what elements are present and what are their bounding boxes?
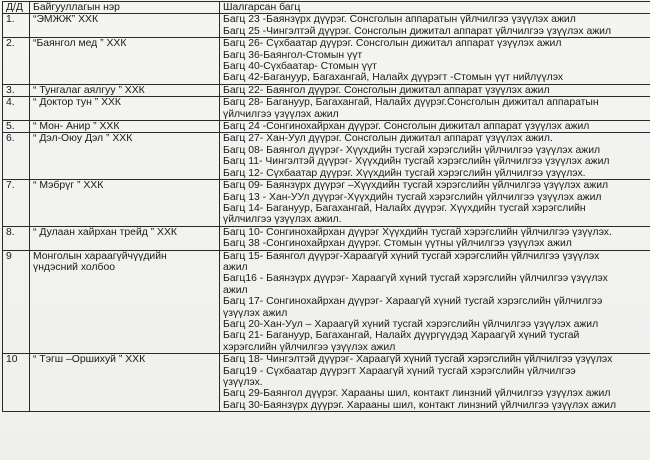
organization-name: “ Дулаан хайрхан трейд ” ХХК bbox=[30, 226, 220, 250]
package-line: Багц 30-Баянзүрх дүүрэг. Харааны шил, контакт линзний үйлчилгээ үзүүлэх ажил bbox=[223, 399, 617, 411]
selected-packages bbox=[220, 97, 650, 121]
organization-name: “ Тунгалаг аялгуу ” ХХК bbox=[30, 84, 220, 96]
organization-name: “Баянгол мед ” ХХК bbox=[30, 38, 220, 85]
package-line: үйлчилгээ үзүүлэх ажил bbox=[223, 108, 339, 120]
table-row bbox=[3, 84, 650, 96]
table-header-row bbox=[3, 2, 650, 14]
package-line: Багц 28- Багануур, Багахангай, Налайх дүүрэг.Сонсголын дижитал аппаратын bbox=[223, 97, 599, 109]
table-row bbox=[3, 354, 650, 412]
row-number: 5. bbox=[3, 121, 30, 133]
row-number: 4. bbox=[3, 97, 30, 121]
results-table bbox=[2, 1, 650, 412]
row-number: 9 bbox=[3, 250, 30, 354]
selected-packages bbox=[220, 38, 650, 85]
package-line: Багц 23 -Баянзүрх дүүрэг. Сонсголын аппаратын үйлчилгээ үзүүлэх ажил bbox=[223, 14, 576, 26]
table-row bbox=[3, 121, 650, 133]
selected-packages bbox=[220, 121, 650, 133]
row-number: 3. bbox=[3, 84, 30, 96]
organization-name-line: Монголын хараагүйчүүдийн bbox=[33, 250, 167, 262]
package-line: Багц19 - Сүхбаатар дүүрэгт Хараагүй хүний тусгай хэрэгслийн үйлчилгээ bbox=[223, 365, 576, 377]
selected-packages bbox=[220, 226, 650, 250]
organization-name: “ Доктор тун ” ХХК bbox=[30, 97, 220, 121]
package-line: Багц 10- Сонгинохайрхан дүүрэг Хүүхдийн тусгай хэрэгслийн үйлчилгээ үзүүлэх. bbox=[223, 226, 612, 238]
table-row bbox=[3, 38, 650, 85]
package-line: Багц 11- Чингэлтэй дүүрэг- Хүүхдийн тусгай хэрэгслийн үйлчилгээ үзүүлэх ажил bbox=[223, 156, 610, 168]
package-line: Багц 14- Багануур, Багахангай, Налайх дүүрэг. Хүүхдийн тусгай хэрэгслийн bbox=[223, 202, 586, 214]
organization-name: “ Дэл-Оюу Дэл ” ХХК bbox=[30, 133, 220, 180]
row-number: 6. bbox=[3, 133, 30, 180]
package-line: Багц 12- Сүхбаатар дүүрэг. Хүүхдийн тусгай хэрэгслийн үйлчилгээ үзүүлэх. bbox=[223, 167, 586, 179]
selected-packages bbox=[220, 133, 650, 180]
package-line: хэрэгслийн үйлчилгээ үзүүлэх ажил bbox=[223, 341, 396, 353]
package-line: Багц 20-Хан-Уул – Хараагүй хүний тусгай хэрэгслийн үйлчилгээ үзүүлэх ажил bbox=[223, 318, 599, 330]
row-number: 1. bbox=[3, 14, 30, 38]
package-line: Багц 25 -Чингэлтэй дүүрэг. Сонсголын дижитал аппарат үйлчилгээ үзүүлэх ажил bbox=[223, 25, 612, 37]
row-number: 7. bbox=[3, 180, 30, 227]
row-number: 8. bbox=[3, 226, 30, 250]
header-no: Д/Д bbox=[3, 2, 30, 14]
package-line: Багц 22- Баянгол дүүрэг. Сонсголын дижитал аппарат үзүүлэх ажил bbox=[223, 84, 550, 96]
package-line: Багц 26- Сүхбаатар дүүрэг. Сонсголын дижитал аппарат үзүүлэх ажил bbox=[223, 38, 562, 50]
organization-name: “ Мэбрүг ” ХХК bbox=[30, 180, 220, 227]
package-line: үйлчилгээ үзүүлэх ажил. bbox=[223, 214, 342, 226]
organization-name bbox=[30, 250, 220, 354]
package-line: Багц 18- Чингэлтэй дүүрэг- Хараагүй хүний тусгай хэрэгслийн үйлчилгээ үзүүлэх bbox=[223, 354, 613, 366]
package-line: Багц16 - Баянзүрх дүүрэг- Хараагүй хүний тусгай хэрэгслийн үйлчилгээ үзүүлэх bbox=[223, 273, 608, 285]
package-line: Багц 42-Багануур, Багахангай, Налайх дүүрэгт -Стомын үүт нийлүүлэх bbox=[223, 72, 564, 84]
organization-name: “ЭМЖЖ” ХХК bbox=[30, 14, 220, 38]
package-line: Багц 27- Хан-Уул дүүрэг. Сонсголын дижитал аппарат үзүүлэх ажил. bbox=[223, 133, 553, 145]
selected-packages bbox=[220, 180, 650, 227]
package-line: Багц 08- Баянгол дүүрэг- Хүүхдийн тусгай хэрэгслийн үйлчилгээ үзүүлэх ажил bbox=[223, 144, 601, 156]
selected-packages bbox=[220, 354, 650, 412]
package-line: Багц 13 - Хан-УУл дүүрэг-Хүүхдийн тусгай хэрэгслийн үйлчилгээ үзүүлэх ажил bbox=[223, 191, 602, 203]
selected-packages bbox=[220, 14, 650, 38]
table-row bbox=[3, 97, 650, 121]
organization-name-line: үндэсний холбоо bbox=[33, 261, 116, 273]
table-row bbox=[3, 14, 650, 38]
organization-name: “ Тэгш –Оршихуй ” ХХК bbox=[30, 354, 220, 412]
package-line: үзүүлэх. bbox=[223, 377, 263, 388]
package-line: үзүүлэх ажил bbox=[223, 307, 288, 319]
package-line: Багц 21- Багануур, Багахангай, Налайх дүүргүүдэд Хараагүй хүний тусгай bbox=[223, 330, 580, 342]
package-line: Багц 15- Баянгол дүүрэг-Хараагүй хүний тусгай хэрэгслийн үйлчилгээ үзүүлэх bbox=[223, 250, 600, 262]
table-row bbox=[3, 133, 650, 180]
table-row bbox=[3, 226, 650, 250]
package-line: Багц 38 -Сонгинохайрхан дүүрэг. Стомын үүтны үйлчилгээ үзүүлэх ажил bbox=[223, 238, 572, 250]
header-organization: Байгууллагын нэр bbox=[30, 2, 220, 14]
package-line: Багц 09- Баянзүрх дүүрэг –Хүүхдийн тусгай хэрэгслийн үйлчилгээ үзүүлэх ажил bbox=[223, 180, 609, 192]
package-line: ажил bbox=[223, 284, 248, 296]
header-district: Шалгарсан багц bbox=[220, 2, 650, 14]
organization-name: “ Мон- Анир ” ХХК bbox=[30, 121, 220, 133]
package-line: ажил bbox=[223, 261, 248, 273]
table-row bbox=[3, 180, 650, 227]
package-line: Багц 17- Сонгинохайрхан дүүрэг- Хараагүй хүний тусгай хэрэгслийн үйлчилгээ bbox=[223, 296, 603, 308]
row-number: 10 bbox=[3, 354, 30, 412]
package-line: Багц 29-Баянгол дүүрэг. Харааны шил, контакт линзний үйлчилгээ үзүүлэх ажил bbox=[223, 388, 611, 400]
table-body bbox=[3, 14, 650, 412]
selected-packages bbox=[220, 84, 650, 96]
package-line: Багц 24 -Сонгинохайрхан дүүрэг. Сонсголын дижитал аппарат үзүүлэх ажил bbox=[223, 121, 590, 133]
package-line: Багц 40-Сүхбаатар- Стомын үүт bbox=[223, 61, 377, 73]
row-number: 2. bbox=[3, 38, 30, 85]
package-line: Багц 36-Баянгол-Стомын үүт bbox=[223, 49, 363, 61]
table-row bbox=[3, 250, 650, 354]
selected-packages bbox=[220, 250, 650, 354]
